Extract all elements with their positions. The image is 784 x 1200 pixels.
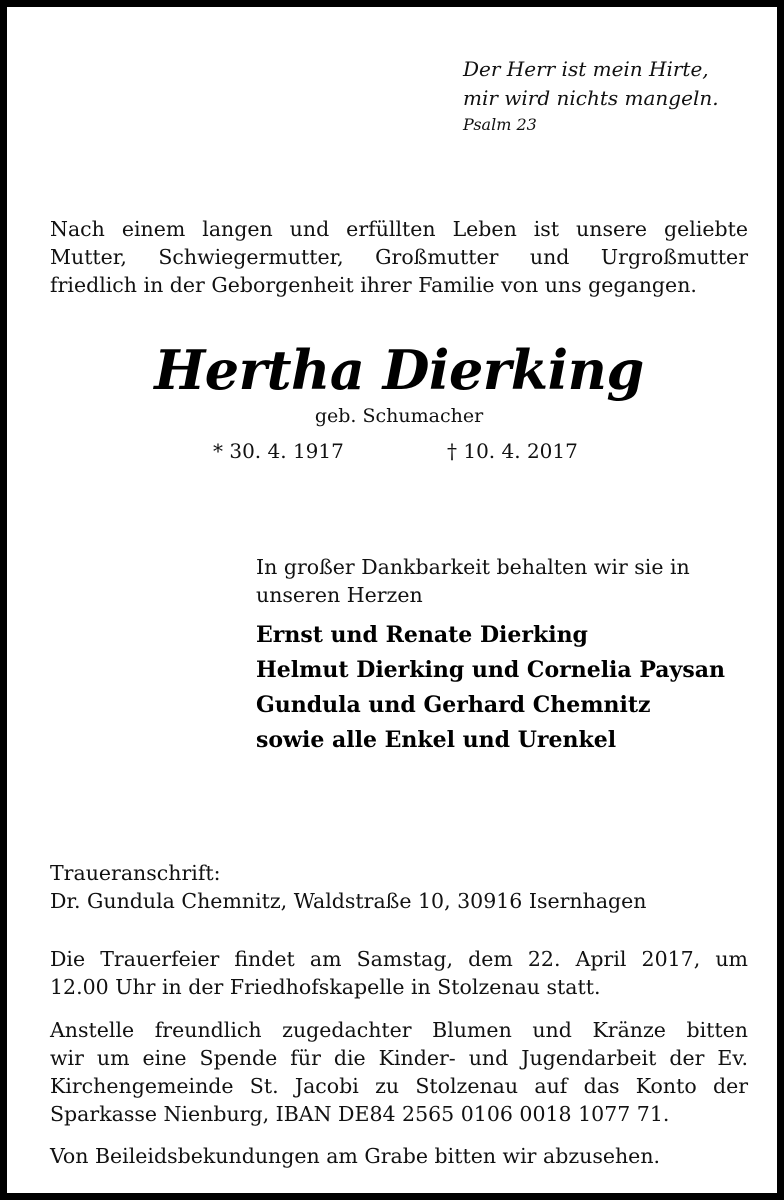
gratitude-text <box>256 553 756 609</box>
family-member: Ernst und Renate Dierking <box>256 622 588 648</box>
psalm-reference: Psalm 23 <box>463 115 537 134</box>
address-value: Dr. Gundula Chemnitz, Waldstraße 10, 30916 Isernhagen <box>50 889 647 913</box>
intro-paragraph <box>50 215 748 299</box>
address-label: Traueranschrift: <box>50 861 221 885</box>
funeral-service-text <box>50 945 748 1001</box>
service-line-2: 12.00 Uhr in der Friedhofskapelle in Stolzenau statt. <box>50 975 601 999</box>
mourning-address <box>50 859 647 915</box>
psalm-line-2: mir wird nichts mangeln. <box>463 86 719 110</box>
gratitude-line-1: In großer Dankbarkeit behalten wir sie in <box>256 555 690 579</box>
donation-request <box>50 1016 748 1128</box>
birth-date: * 30. 4. 1917 <box>213 439 344 463</box>
donation-line-4: Sparkasse Nienburg, IBAN DE84 2565 0106 0018 1077 71. <box>50 1102 670 1126</box>
intro-line-2: Mutter, Schwiegermutter, Großmutter und Urgroßmutter <box>50 245 748 269</box>
psalm-quote <box>463 55 719 137</box>
deceased-name: Hertha Dierking <box>154 338 644 402</box>
intro-line-3: friedlich in der Geborgenheit ihrer Familie von uns gegangen. <box>50 273 697 297</box>
family-list <box>256 618 725 758</box>
service-line-1: Die Trauerfeier findet am Samstag, dem 22. April 2017, um <box>50 947 748 971</box>
family-member: sowie alle Enkel und Urenkel <box>256 727 617 753</box>
donation-line-2: wir um eine Spende für die Kinder- und Jugendarbeit der Ev. <box>50 1046 748 1070</box>
condolence-note: Von Beileidsbekundungen am Grabe bitten wir abzusehen. <box>50 1144 661 1168</box>
maiden-name: geb. Schumacher <box>314 405 484 427</box>
death-date: † 10. 4. 2017 <box>447 439 578 463</box>
gratitude-line-2: unseren Herzen <box>256 583 423 607</box>
donation-line-1: Anstelle freundlich zugedachter Blumen und Kränze bitten <box>50 1018 748 1042</box>
family-member: Gundula und Gerhard Chemnitz <box>256 692 651 718</box>
intro-line-1: Nach einem langen und erfüllten Leben ist unsere geliebte <box>50 217 748 241</box>
family-member: Helmut Dierking und Cornelia Paysan <box>256 657 725 683</box>
donation-line-3: Kirchengemeinde St. Jacobi zu Stolzenau auf das Konto der <box>50 1074 748 1098</box>
psalm-line-1: Der Herr ist mein Hirte, <box>463 57 709 81</box>
